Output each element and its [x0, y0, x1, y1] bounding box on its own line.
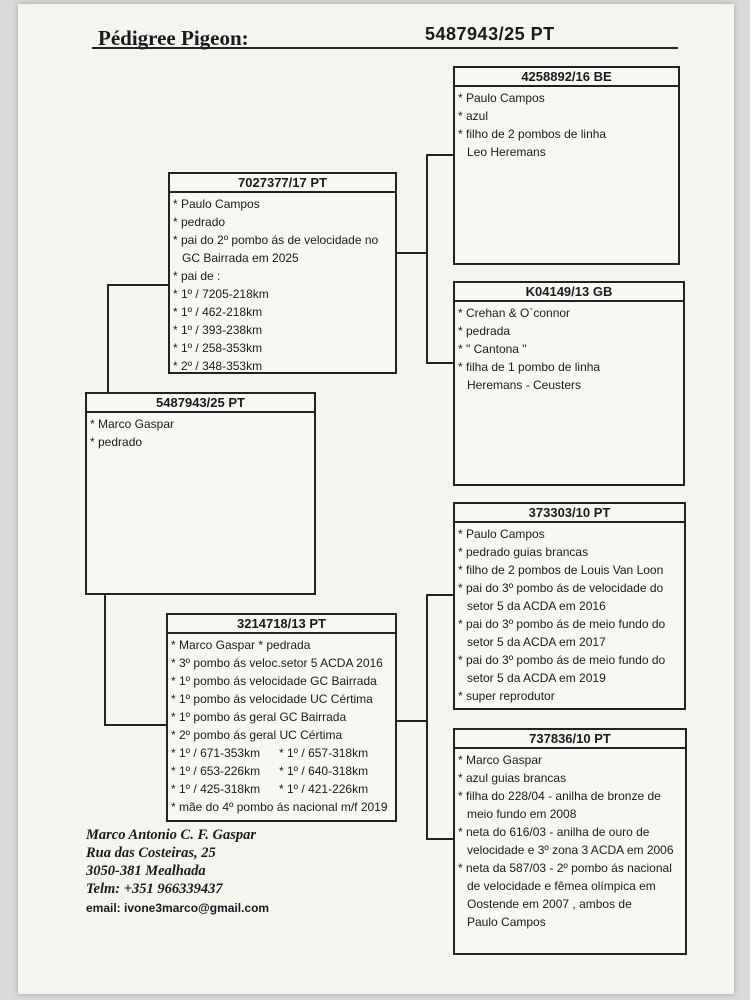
ring-number: 373303/10 PT: [455, 504, 684, 523]
info-line: * pai do 2º pombo ás de velocidade no: [173, 233, 379, 247]
info-line: * filho de 2 pombos de linha: [458, 127, 607, 141]
owner-street: Rua das Costeiras, 25: [86, 845, 216, 861]
info-line: velocidade e 3º zona 3 ACDA em 2006: [467, 843, 674, 857]
info-line: setor 5 da ACDA em 2016: [467, 599, 606, 613]
connector-line: [426, 594, 454, 596]
info-line: GC Bairrada em 2025: [182, 251, 299, 265]
connector-line: [396, 252, 426, 254]
info-line: * filha de 1 pombo de linha: [458, 360, 601, 374]
ring-number: 737836/10 PT: [455, 730, 685, 749]
owner-email: email: ivone3marco@gmail.com: [86, 901, 270, 915]
result-line: * 1º / 7205-218km: [173, 287, 269, 301]
info-line: * pedrada: [458, 324, 511, 338]
connector-line: [426, 362, 454, 364]
info-line: * pai do 3º pombo ás de meio fundo do: [458, 653, 666, 667]
info-line: Oostende em 2007 , ambos de: [467, 897, 632, 911]
connector-line: [426, 154, 454, 156]
result-line: * 1º / 258-353km: [173, 341, 263, 355]
owner-contact-block: [86, 826, 269, 916]
info-line: * Paulo Campos: [173, 197, 260, 211]
result-cell: * 1º / 421-226km: [279, 782, 369, 796]
connector-line: [426, 594, 428, 840]
info-line: setor 5 da ACDA em 2017: [467, 635, 606, 649]
info-line: * Paulo Campos: [458, 91, 545, 105]
connector-line: [426, 154, 428, 364]
title-underline: [92, 47, 678, 49]
owner-phone: Telm: +351 966339437: [86, 881, 223, 897]
info-line: * pedrado: [173, 215, 226, 229]
ring-number: 4258892/16 BE: [455, 68, 678, 87]
info-line: * " Cantona ": [458, 342, 527, 356]
result-cell: * 1º / 657-318km: [279, 746, 369, 760]
info-line: * pai de :: [173, 269, 221, 283]
result-row: [171, 744, 391, 762]
result-row: [171, 762, 391, 780]
connector-line: [104, 593, 106, 725]
ring-number: K04149/13 GB: [455, 283, 683, 302]
info-line: * azul guias brancas: [458, 771, 567, 785]
sire-dam-box: [453, 281, 685, 486]
info-line: Paulo Campos: [467, 915, 546, 929]
info-line: * Marco Gaspar: [90, 417, 175, 431]
connector-line: [107, 284, 109, 394]
info-line: * Paulo Campos: [458, 527, 545, 541]
info-line: * azul: [458, 109, 489, 123]
ring-number: 3214718/13 PT: [168, 615, 395, 634]
result-row: [171, 780, 391, 798]
info-line: Leo Heremans: [467, 145, 546, 159]
info-line: * mãe do 4º pombo ás nacional m/f 2019: [171, 800, 388, 814]
info-line: * 1º pombo ás velocidade UC Cértima: [171, 692, 373, 706]
page-ring-number: 5487943/25 PT: [425, 24, 555, 44]
ring-number: 7027377/17 PT: [170, 174, 395, 193]
info-line: * super reprodutor: [458, 689, 555, 703]
ring-number: 5487943/25 PT: [87, 394, 314, 413]
info-line: Heremans - Ceusters: [467, 378, 582, 392]
info-line: * filho de 2 pombos de Louis Van Loon: [458, 563, 664, 577]
info-line: de velocidade e fêmea olímpica em: [467, 879, 656, 893]
info-line: * filha do 228/04 - anilha de bronze de: [458, 789, 661, 803]
result-cell: * 1º / 653-226km: [171, 764, 261, 778]
info-line: * Crehan & O`connor: [458, 306, 571, 320]
result-line: * 1º / 462-218km: [173, 305, 263, 319]
page-title: Pédigree Pigeon:: [98, 26, 249, 50]
info-line: * 1º pombo ás velocidade GC Bairrada: [171, 674, 377, 688]
connector-line: [104, 724, 168, 726]
info-line: * Marco Gaspar: [458, 753, 543, 767]
connector-line: [426, 838, 454, 840]
result-cell: * 1º / 425-318km: [171, 782, 261, 796]
connector-line: [396, 720, 426, 722]
owner-city: 3050-381 Mealhada: [86, 863, 206, 879]
connector-line: [107, 284, 171, 286]
info-line: meio fundo em 2008: [467, 807, 577, 821]
result-cell: * 1º / 671-353km: [171, 746, 261, 760]
info-line: * pedrado: [90, 435, 143, 449]
info-line: * 1º pombo ás geral GC Bairrada: [171, 710, 347, 724]
info-line: * 3º pombo ás veloc.setor 5 ACDA 2016: [171, 656, 383, 670]
info-line: * neta da 587/03 - 2º pombo ás nacional: [458, 861, 672, 875]
result-line: * 1º / 393-238km: [173, 323, 263, 337]
dam-dam-box: [453, 728, 687, 955]
info-line: * pai do 3º pombo ás de meio fundo do: [458, 617, 666, 631]
info-line: * pedrado guias brancas: [458, 545, 589, 559]
owner-name: Marco Antonio C. F. Gaspar: [86, 827, 257, 843]
info-line: * pai do 3º pombo ás de velocidade do: [458, 581, 664, 595]
dam-sire-box: [453, 502, 686, 710]
info-line: setor 5 da ACDA em 2019: [467, 671, 606, 685]
result-line: * 2º / 348-353km: [173, 359, 263, 373]
info-line: * Marco Gaspar * pedrada: [171, 638, 311, 652]
dam-box: [166, 613, 397, 822]
info-line: * neta do 616/03 - anilha de ouro de: [458, 825, 650, 839]
subject-pigeon-box: [85, 392, 316, 595]
sire-box: [168, 172, 397, 374]
sire-sire-box: [453, 66, 680, 265]
result-cell: * 1º / 640-318km: [279, 764, 369, 778]
info-line: * 2º pombo ás geral UC Cértima: [171, 728, 343, 742]
